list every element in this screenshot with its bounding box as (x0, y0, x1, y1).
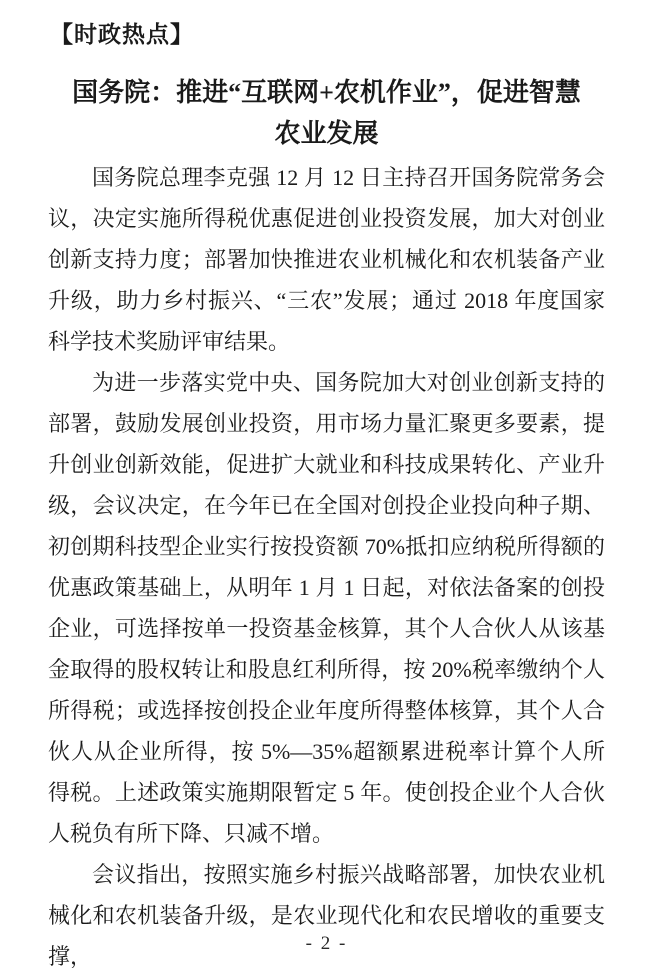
section-header: 【时政热点】 (50, 22, 194, 47)
article-title (48, 72, 605, 154)
body-paragraph-1: 国务院总理李克强 12 月 12 日主持召开国务院常务会议，决定实施所得税优惠促进创业投资发展，加大对创业创新支持力度；部署加快推进农业机械化和农机装备产业升级，助力乡村振兴、“三农”发展；通过 2018 年度国家科学技术奖励评审结果。 (48, 165, 605, 354)
article-title-line-1: 国务院：推进“互联网+农机作业”，促进智慧 (72, 78, 581, 107)
page-number: - 2 - (305, 933, 348, 954)
body-paragraph-2: 为进一步落实党中央、国务院加大对创业创新支持的部署，鼓励发展创业投资，用市场力量汇聚更多要素，提升创业创新效能，促进扩大就业和科技成果转化、产业升级，会议决定，在今年已在全国对创投企业投向种子期、初创期科技型企业实行按投资额 70%抵扣应纳税所得额的优惠政策基础上，从明年 1 月 1 日起，对依法备案的创投企业，可选择按单一投资基金核算，其个人合伙人从该基金取得的股权转让和股息红利所得，按 20%税率缴纳个人所得税；或选择按创投企业年度所得整体核算，其个人合伙人从企业所得，按 5%—35%超额累进税率计算个人所得税。上述政策实施期限暂定 5 年。使创投企业个人合伙人税负有所下降、只减不增。 (48, 370, 605, 846)
body-paragraph-3: 会议指出，按照实施乡村振兴战略部署，加快农业机械化和农机装备升级，是农业现代化和农民增收的重要支撑， (48, 862, 605, 968)
article-body (48, 157, 605, 968)
article-title-line-2: 农业发展 (274, 119, 379, 148)
